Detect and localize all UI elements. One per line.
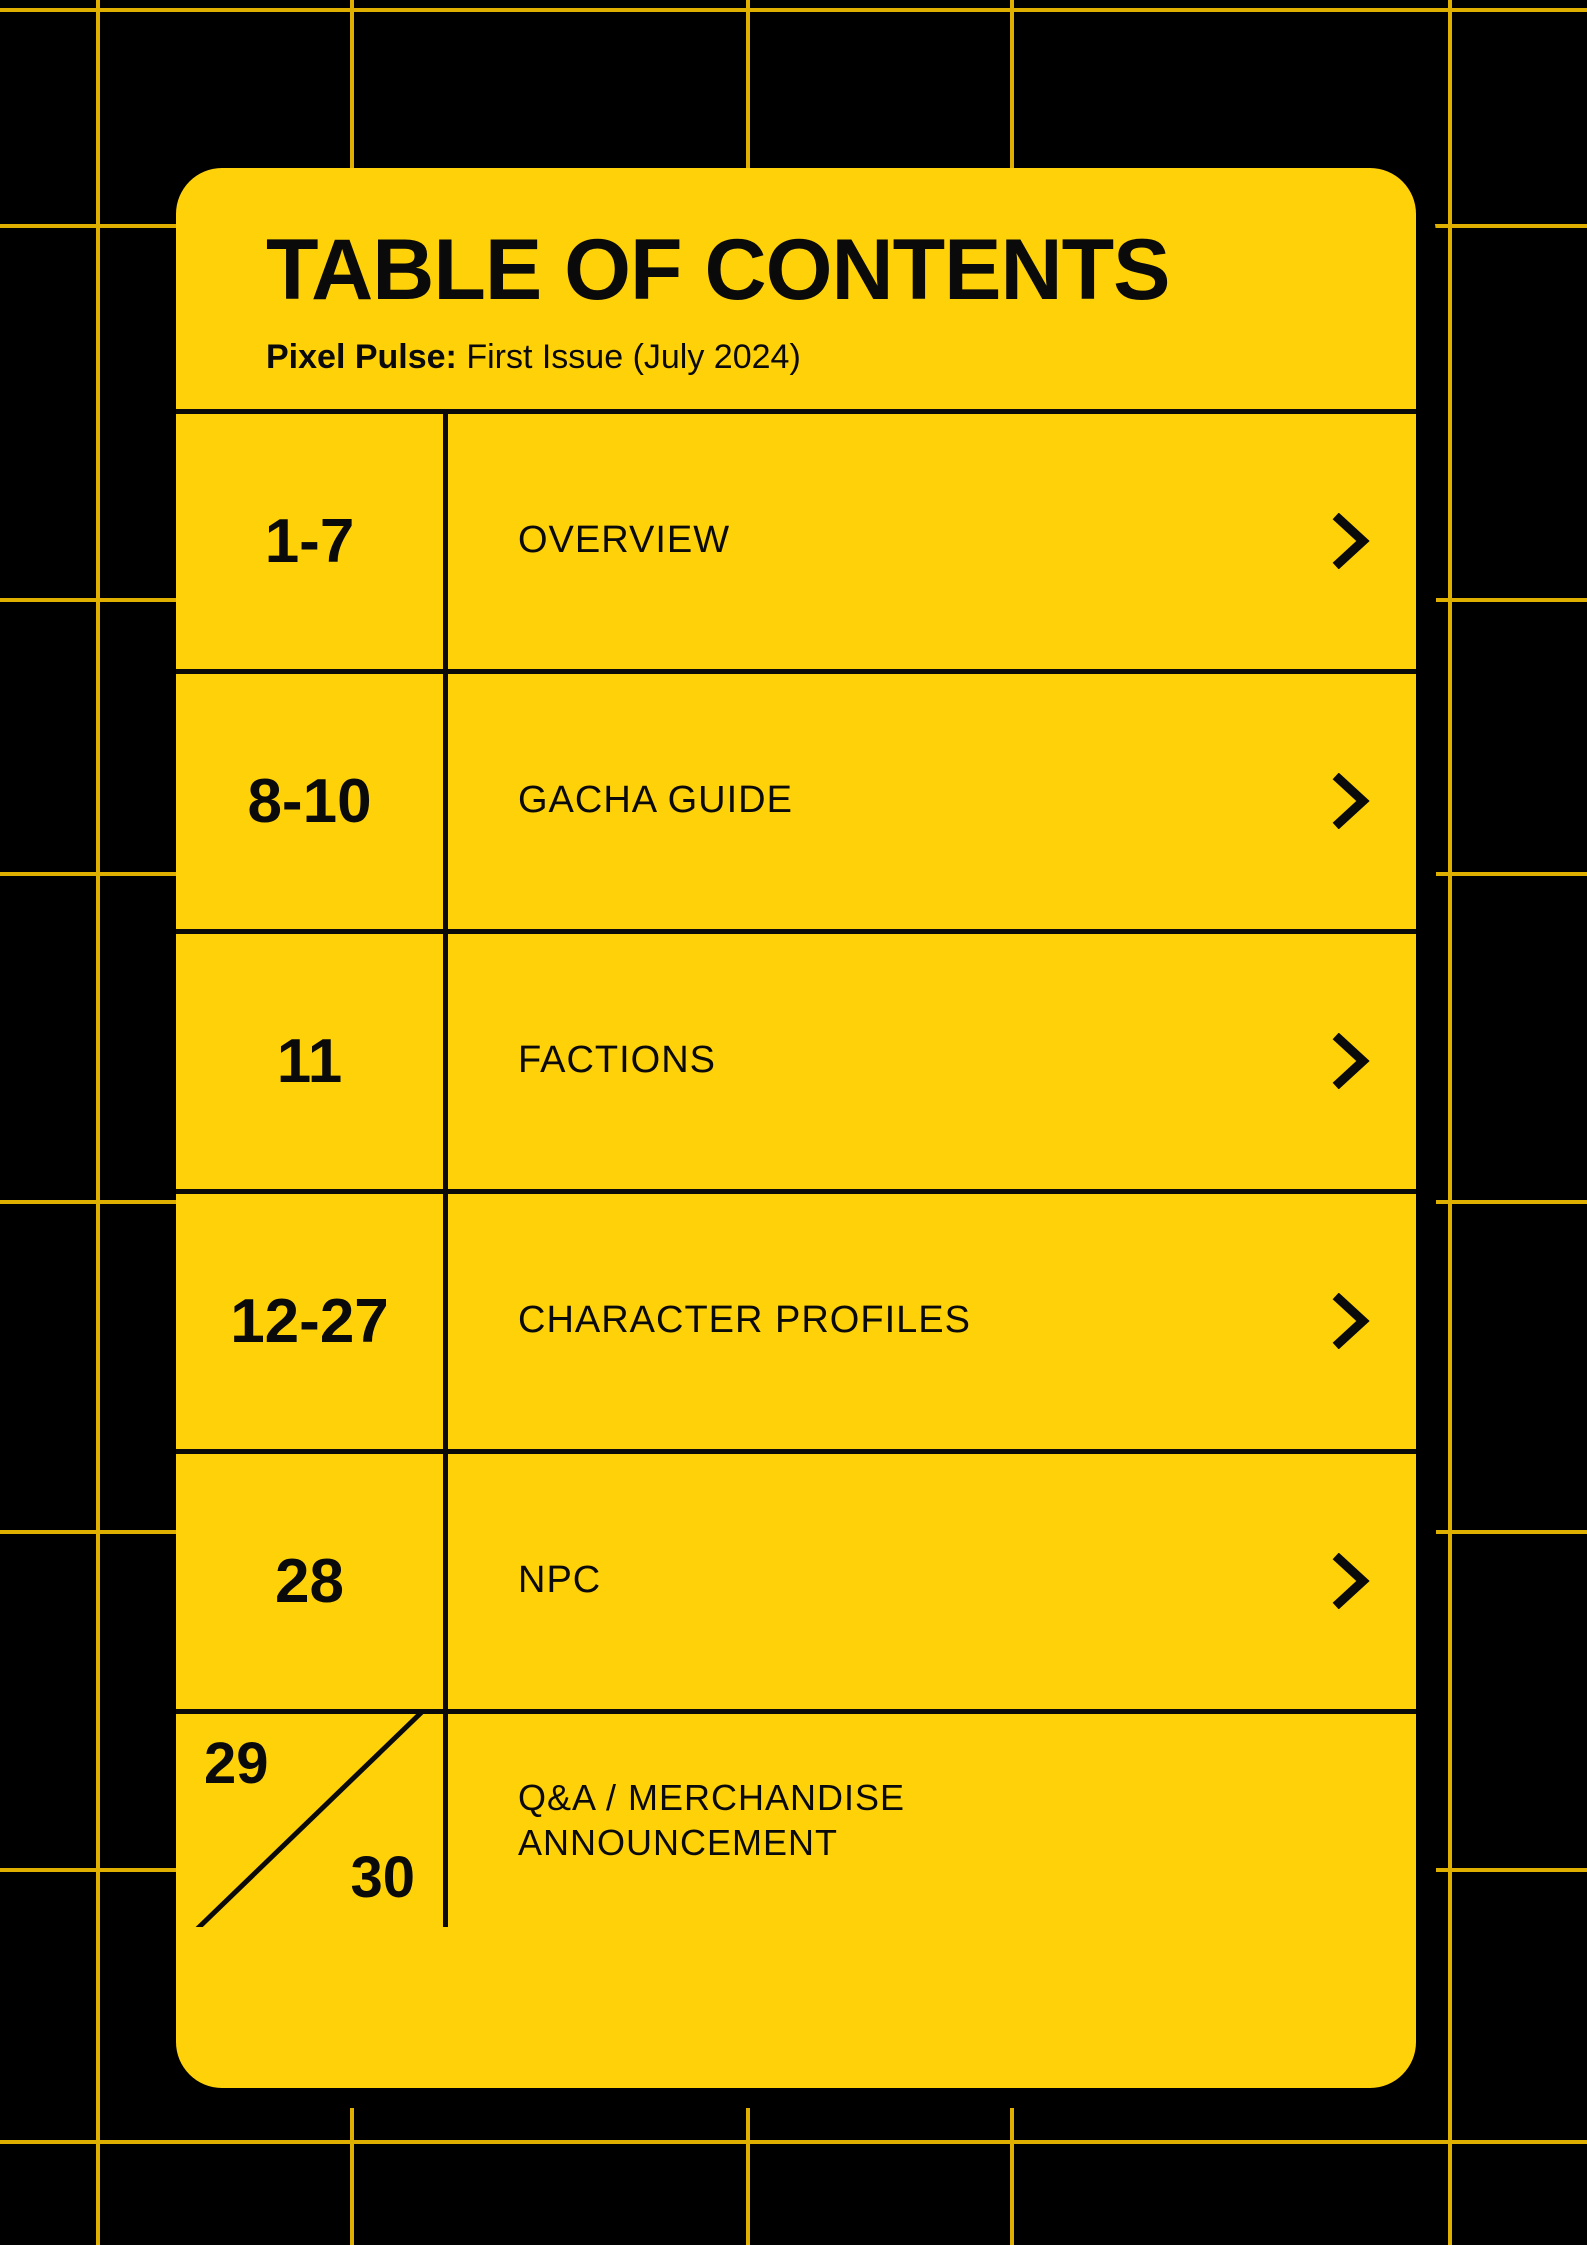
- page-number: 8-10: [176, 674, 448, 929]
- list-item[interactable]: [176, 934, 1416, 1194]
- page-number-split: [176, 1714, 448, 1927]
- chevron-right-icon[interactable]: [1286, 674, 1416, 929]
- page-number-top: 29: [204, 1730, 269, 1796]
- section-label-line2: ANNOUNCEMENT: [518, 1822, 839, 1864]
- page-title: TABLE OF CONTENTS: [266, 222, 1170, 318]
- list-item[interactable]: [176, 1454, 1416, 1714]
- card-header: [176, 168, 1416, 377]
- issue-value: First Issue (July 2024): [456, 337, 801, 376]
- table-of-contents-card: [176, 168, 1416, 2088]
- issue-label: Pixel Pulse:: [266, 337, 457, 376]
- list-item[interactable]: [176, 1194, 1416, 1454]
- chevron-right-icon[interactable]: [1286, 1454, 1416, 1709]
- list-item[interactable]: [176, 414, 1416, 674]
- page-number: 28: [176, 1454, 448, 1709]
- section-label: NPC: [518, 1559, 602, 1602]
- grid-line-vertical: [96, 0, 100, 2245]
- list-item[interactable]: [176, 1714, 1416, 1927]
- grid-line-horizontal: [0, 2140, 1587, 2144]
- section-label: OVERVIEW: [518, 519, 731, 562]
- contents-list: [176, 409, 1416, 1927]
- page-number-bottom: 30: [350, 1844, 415, 1910]
- section-label-line1: Q&A / MERCHANDISE: [518, 1777, 906, 1819]
- grid-line-vertical: [1448, 0, 1452, 2245]
- issue-subtitle: [266, 338, 1346, 377]
- list-item[interactable]: [176, 674, 1416, 934]
- chevron-right-icon[interactable]: [1286, 934, 1416, 1189]
- page-number: 1-7: [176, 414, 448, 669]
- chevron-right-icon[interactable]: [1286, 414, 1416, 669]
- section-label: [448, 1714, 1416, 1927]
- section-label: FACTIONS: [518, 1039, 717, 1082]
- section-label: GACHA GUIDE: [518, 779, 793, 822]
- chevron-right-icon[interactable]: [1286, 1194, 1416, 1449]
- section-label: CHARACTER PROFILES: [518, 1299, 971, 1342]
- grid-line-horizontal: [0, 8, 1587, 12]
- page-number: 11: [176, 934, 448, 1189]
- page-number: 12-27: [176, 1194, 448, 1449]
